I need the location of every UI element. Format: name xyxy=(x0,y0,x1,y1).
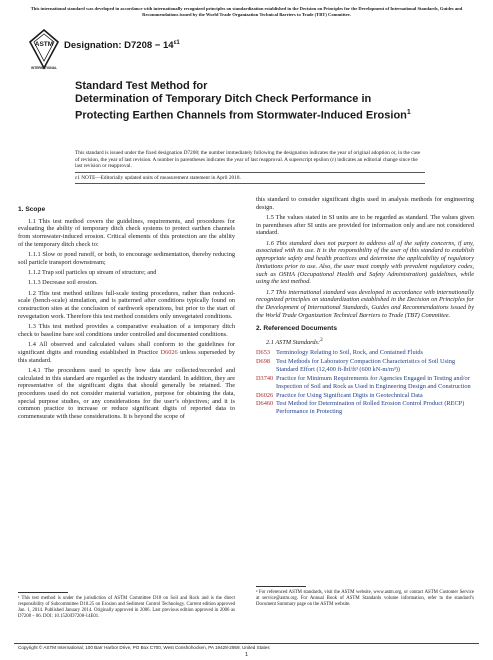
left-column xyxy=(18,200,235,423)
header-notice: This international standard was developed in accordance with internationally recognized principles on standardization established in the Decision on Principles for the Development of International Standards, Guides and Recommendations issued by the World Trade Organization Technical Barriers to Trade (TBT) Committee. xyxy=(30,6,463,17)
reference-item[interactable] xyxy=(256,375,474,390)
paragraph-1-1-1: 1.1.1 Slow or pond runoff, or both, to encourage sedimentation, thereby reducing soil particle transport downstream; xyxy=(18,251,235,266)
footnote-1: ¹ This test method is under the jurisdiction of ASTM Committee D18 on Soil and Rock and is the direct responsibility of Subcommittee D18.25 on Erosion and Sediment Control Technology. Current edition approved Jan. 1, 2014. Published January 2014. Originally approved in 2006. Last previous edition approved in 2006 as D7208 – 06. DOI: 10.1520/D7208-14E01. xyxy=(18,596,235,619)
logo-subtext: INTERNATIONAL xyxy=(31,66,57,70)
astm-standards-label: 2.1 ASTM Standards: xyxy=(266,339,321,347)
right-column xyxy=(256,196,474,417)
title-line2: Determination of Temporary Ditch Check Performance in Protecting Earthen Channels from Stormwater-Induced Erosion xyxy=(75,93,407,122)
reference-title[interactable]: Test Method for Determination of Rolled Erosion Control Product (RECP) Performance in Protecting xyxy=(276,400,465,416)
reference-title[interactable]: Test Methods for Laboratory Compaction Characteristics of Soil Using Standard Effort (12,400 ft-lbf/ft³ (600 kN-m/m³)) xyxy=(276,358,455,374)
epsilon-note: ε1 NOTE—Editorially updated units of measurement statement in April 2018. xyxy=(75,172,425,184)
reference-title[interactable]: Practice for Minimum Requirements for Agencies Engaged in Testing and/or Inspection of Soil and Rock as Used in Engineering Design and Construction xyxy=(276,374,471,390)
paragraph-1-5: 1.5 The values stated in SI units are to be regarded as standard. The values given in parentheses after SI units are provided for information only and are not considered standard. xyxy=(256,214,474,237)
paragraph-1-1: 1.1 This test method covers the guidelines, requirements, and procedures for evaluating the ability of temporary ditch check systems to protect earthen channels from stormwater-induced erosion. Critical elements of this protection are the ability of the temporary ditch check to: xyxy=(18,217,235,248)
logo-text: ASTM xyxy=(34,41,54,48)
paragraph-1-4-1: 1.4.1 The procedures used to specify how data are collected/recorded and calculated in this standard are regarded as the industry standard. In addition, they are representative of the significant digits that should generally be retained. The procedures used do not consider material variation, purpose for obtaining the data, special purpose studies, or any considerations for the user’s objectives; and it is common practice to increase or reduce significant digits of reported data to commensurate with these considerations. It is beyond the scope of xyxy=(18,366,235,421)
reference-item[interactable] xyxy=(256,358,474,373)
d6026-link[interactable]: D6026 xyxy=(160,348,178,356)
paragraph-1-7: 1.7 This international standard was developed in accordance with internationally recognized principles on standardization established in the Decision on Principles for the Development of International Standards, Guides and Recommendations issued by the World Trade Organization Technical Barriers to Trade (TBT) Committee. xyxy=(256,288,474,319)
footer-divider xyxy=(14,643,479,644)
astm-standards-subheading xyxy=(256,337,474,347)
paragraph-1-1-2: 1.1.2 Trap soil particles up stream of structure; and xyxy=(28,269,157,277)
title-superscript: 1 xyxy=(406,109,411,116)
astm-logo xyxy=(28,28,60,70)
page-number: 1 xyxy=(244,652,249,658)
reference-code[interactable]: D6026 xyxy=(256,391,274,399)
reference-code[interactable]: D698 xyxy=(256,358,270,366)
paragraph-1-4-text-b: unless superseded by this standard. xyxy=(18,348,235,364)
reference-item[interactable] xyxy=(256,400,474,415)
reference-code[interactable]: D3740 xyxy=(256,374,274,382)
designation-superscript: ε1 xyxy=(173,40,180,46)
astm-standards-superscript: 2 xyxy=(320,337,323,344)
reference-code[interactable]: D653 xyxy=(256,349,270,357)
standard-note: This standard is issued under the fixed designation D7208; the number immediately following the designation indicates the year of original adoption or, in the case of revision, the year of last revision. A number in parentheses indicates the year of last reapproval. A superscript epsilon (ε) indicates an editorial change since the last revision or reapproval. xyxy=(75,150,421,170)
paragraph-1-4 xyxy=(18,341,235,364)
paragraph-1-1-3: 1.1.3 Decrease soil erosion. xyxy=(28,279,98,287)
reference-item[interactable] xyxy=(256,349,474,357)
document-title xyxy=(75,80,415,123)
paragraph-1-3: 1.3 This test method provides a comparative evaluation of a temporary ditch check to baseline bare soil conditions under controlled and documented conditions. xyxy=(18,323,235,338)
reference-title[interactable]: Practice for Using Significant Digits in Geotechnical Data xyxy=(276,391,423,399)
footnote-divider-right xyxy=(256,586,306,587)
copyright-text: Copyright © ASTM International, 100 Barr Harbor Drive, PO Box C700, West Conshohocken, PA 19428-2959. United States xyxy=(18,645,270,650)
reference-title[interactable]: Terminology Relating to Soil, Rock, and Contained Fluids xyxy=(276,349,424,357)
reference-code[interactable]: D6460 xyxy=(256,400,274,408)
footnote-2: ² For referenced ASTM standards, visit the ASTM website, www.astm.org, or contact ASTM Customer Service at service@astm.org. For Annual Book of ASTM Standards volume information, refer to the standard’s Document Summary page on the ASTM website. xyxy=(256,590,474,607)
paragraph-1-4-text-a: 1.4 All observed and calculated values shall conform to the guidelines for significant digits and rounding established in Practice xyxy=(18,341,235,356)
title-line1: Standard Test Method for xyxy=(75,80,208,92)
designation xyxy=(64,40,180,51)
paragraph-1-6: 1.6 This standard does not purport to address all of the safety concerns, if any, associated with its use. It is the responsibility of the user of this standard to establish appropriate safety and health practices and determine the applicability of regulatory limitations prior to use. Also, the user must comply with prevalent regulatory codes, such as OSHA (Occupational Health and Safety Administration) guidelines, while using the test method. xyxy=(256,239,474,286)
paragraph-1-2: 1.2 This test method utilizes full-scale testing procedures, rather than reduced-scale (bench-scale) simulation, and is patterned after conditions typically found on construction sites at the conclusion of earthwork operations, but prior to the start of revegetation work. Therefore this test method considers only unvegetated conditions. xyxy=(18,289,235,320)
paragraph-continued: this standard to consider significant digits used in analysis methods for engineering design. xyxy=(256,196,474,211)
designation-label: Designation: D7208 − 14 xyxy=(64,40,174,52)
scope-heading: 1. Scope xyxy=(18,206,46,213)
reference-item[interactable] xyxy=(256,392,474,400)
footnote-divider-left xyxy=(18,592,68,593)
referenced-documents-heading: 2. Referenced Documents xyxy=(256,325,337,333)
